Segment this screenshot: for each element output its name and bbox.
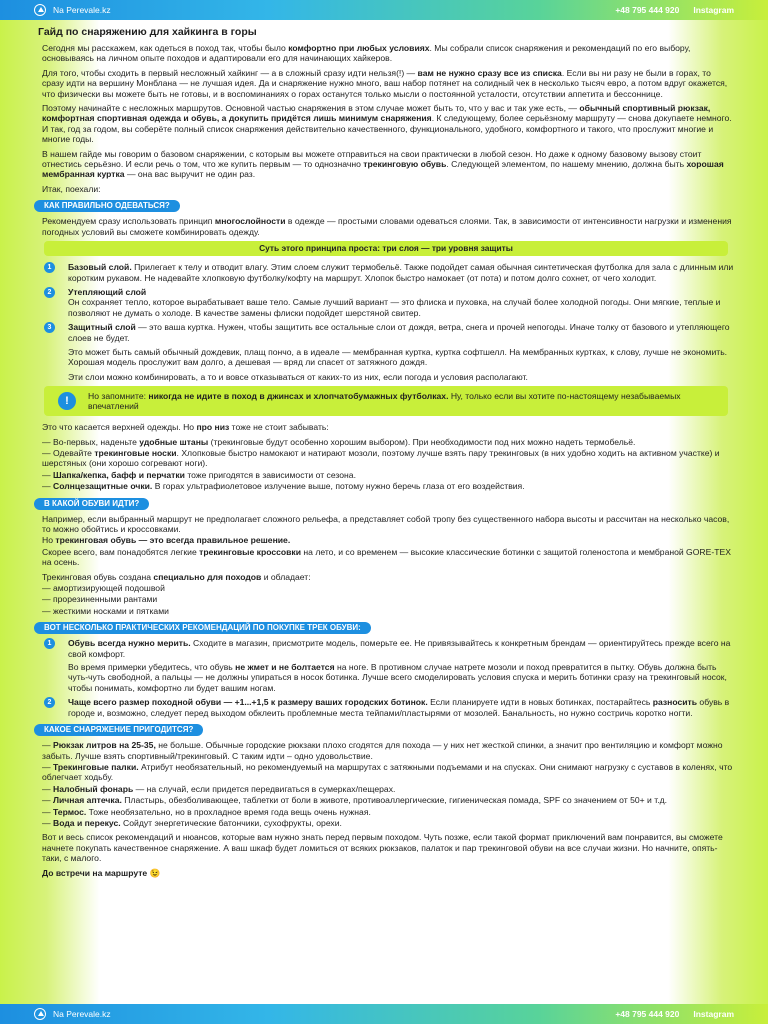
intro-paragraph: Итак, поехали: <box>42 183 101 194</box>
tip-item: 2 Чаще всего размер походной обуви — +1...+1,5 к размеру ваших городских ботинок. Если планируете идти в новых ботинках, постарайтесь разносить обувь в городе и, возможно, следует перед выходом обклеить проблемные места тейпами/пластырями от мозолей. Банальность, но нужно состричь коротко ногти. <box>34 697 734 718</box>
phone-link[interactable]: +48 795 444 920 <box>615 5 680 15</box>
gear-item: — Трекинговые палки. Атрибут необязательный, но рекомендуемый на маршрутах с затяжными подъемами и на спусках. Они снимают нагрузку с суставов в коленях, что облегчает ходьбу. <box>42 761 733 783</box>
number-badge: 2 <box>44 697 55 708</box>
section-paragraph: Трекинговая обувь создана специально для походов и обладает: <box>42 571 311 582</box>
layer-item: 2 Утепляющий слой Он сохраняет тепло, которое вырабатывает ваше тело. Самые лучший вариант — это флиска и пуховка, на случай более холодной погоды. Они мягкие, теплые и позволяют не думать о холоде. В качестве замены флиски подойдет шерстяной свитер. <box>34 287 734 318</box>
header-contacts <box>615 5 734 15</box>
gear-item: — Вода и перекус. Сойдут энергетические батончики, сухофрукты, орехи. <box>42 817 342 828</box>
section-heading-buying-tips: ВОТ НЕСКОЛЬКО ПРАКТИЧЕСКИХ РЕКОМЕНДАЦИЙ ПО ПОКУПКЕ ТРЕК ОБУВИ: <box>34 622 371 634</box>
brand[interactable] <box>34 4 111 16</box>
number-badge: 2 <box>44 287 55 298</box>
mountain-logo-icon <box>34 1008 46 1020</box>
layers-callout: Суть этого принципа проста: три слоя — три уровня защиты <box>44 241 728 256</box>
section-paragraph: Рекомендуем сразу использовать принцип многослойности в одежде — простыми словами одеваться слоями. Так, в зависимости от интенсивности нагрузки и изменения погодных условий вы сможете комбинировать одежду. <box>42 216 732 237</box>
list-item: — Во-первых, наденьте удобные штаны (трекинговые будут особенно хорошим выбором). При необходимости под них можно надеть термобельё. <box>42 436 636 447</box>
section-paragraph: Например, если выбранный маршрут не предполагает сложного рельефа, а представляет собой тропу без существенного набора высоты и рассчитан на несколько часов, то можно обойтись и кроссовками. <box>42 513 730 534</box>
gear-item: — Налобный фонарь — на случай, если придется передвигаться в сумерках/пещерах. <box>42 783 396 794</box>
header-bar <box>0 0 768 20</box>
instagram-link[interactable]: Instagram <box>693 5 734 15</box>
tip-item: 1 Обувь всегда нужно мерить. Сходите в магазин, присмотрите модель, померьте ее. Не привязывайтесь к конкретным брендам — ориентируйтесь прежде всего на свой комфорт. Во время примерки убедитесь, что обувь не жмет и не болтается на ноге. В противном случае натрете мозоли и поход превратится в пытку. Обувь должна быть чуть-чуть свободной, а пальцы — не должны упираться в носок ботинка. Лучше всего смоделировать условия спуска и мерить ботинки сразу на трекинговый носок, чтобы понимать, комфортно ли будет вашим ногам. <box>34 638 734 693</box>
list-item: — Шапка/кепка, бафф и перчатки тоже пригодятся в зависимости от сезона. <box>42 469 356 480</box>
feature-item: — прорезиненными рантами <box>42 594 158 605</box>
closing-paragraph: Вот и весь список рекомендаций и нюансов, которые вам нужно знать перед первым походом. Чуть позже, если такой формат приключений вам понравится, вы сможете начнете покупать качественное снаряжение. А ваш шкаф будет ломиться от всяких рюкзаков, палаток и пар трекинговой обуви на все случаи жизни. Но начните, опять-таки, с малого. <box>42 832 723 864</box>
section-paragraph: Скорее всего, вам понадобятся легкие трекинговые кроссовки на лето, и со временем — высокие классические ботинки с защитой голеностопа и мембраной GORE-TEX на осень. <box>42 546 731 568</box>
section-heading-gear: КАКОЕ СНАРЯЖЕНИЕ ПРИГОДИТСЯ? <box>34 724 203 736</box>
gear-item: — Рюкзак литров на 25-35, не больше. Обычные городские рюкзаки плохо сгодятся для похода — у них нет жесткой спинки, а значит про вентиляцию и комфорт можно забыть. Лучше взять спортивный/трекинговый. С таким идти – одно удовольствие. <box>42 740 723 761</box>
intro-paragraph: Поэтому начинайте с несложных маршрутов. Основной частью снаряжения в этом случае может быть то, что у вас и так уже есть, — обычный спортивный рюкзак, комфортная спортивная одежда и обувь, а докупить придётся лишь минимум снаряжения. К следующему, более серьёзному маршруту — снова докупаете немного. И так, год за годом, вы соберёте полный список снаряжения действительно качественного, функционального, удобного, комфортного и такого, что прослужит многие и многие годы. <box>42 103 732 145</box>
layer-note: Эти слои можно комбинировать, а то и вовсе отказываться от каких-то из них, если погода и условия располагают. <box>68 371 528 382</box>
footer-bar <box>0 1004 768 1024</box>
intro-paragraph: Для того, чтобы сходить в первый несложный хайкинг — а в сложный сразу идти нельзя(!) — вам не нужно сразу все из списка. Если вы ни разу не были в горах, то сразу идти на вершину Монблана — не лучшая идея. Да и снаряжение нужно много, ваш набор потянет на солидный чек в несколько тысяч евро, а потом вдруг окажется, что физически вы можете быть не готовы, и в воспоминаниях о горах останутся только мысли о постоянной усталости, отсутствии аппетита и бессоннице. <box>42 67 728 99</box>
section-paragraph: Но трекинговая обувь — это всегда правильное решение. <box>42 535 291 546</box>
article-title: Гайд по снаряжению для хайкинга в горы <box>38 26 257 38</box>
intro-paragraph: Сегодня мы расскажем, как одеться в поход так, чтобы было комфортно при любых условиях. Мы собрали список снаряжения и рекомендаций по его выбору, основываясь на личном опыте походов и адаптировали его для начинающих хайкеров. <box>42 43 691 64</box>
number-badge: 1 <box>44 262 55 273</box>
footer-brand-name: Na Perevale.kz <box>53 1009 111 1019</box>
footer-brand[interactable] <box>34 1008 111 1020</box>
brand-name: Na Perevale.kz <box>53 5 111 15</box>
number-badge: 3 <box>44 322 55 333</box>
mountain-logo-icon <box>34 4 46 16</box>
footer-contacts <box>615 1009 734 1019</box>
layer-item: 1 Базовый слой. Прилегает к телу и отводит влагу. Этим слоем служит термобельё. Также подойдет самая обычная синтетическая футболка для зала с длинным или коротким рукавом. Не надевайте хлопковую футболку/кофту на маршрут. Хлопок быстро намокает (от пота) и потом долго сохнет, от чего холодит. <box>34 262 734 283</box>
signoff: До встречи на маршруте 😉 <box>42 867 161 878</box>
gear-item: — Личная аптечка. Пластырь, обезболивающее, таблетки от боли в животе, противоаллергические, гигиеническая помада, SPF со значением от 50+ и т.д. <box>42 795 668 806</box>
article <box>34 26 734 882</box>
list-item: — Одевайте трекинговые носки. Хлопковые быстро намокают и натирают мозоли, поэтому лучше взять пару трекинговых (в них удобно ходить на активном участке) и шерстяных (они хорошо согревают ноги). <box>42 447 720 469</box>
warning-callout <box>44 386 728 416</box>
layer-item: 3 Защитный слой — это ваша куртка. Нужен, чтобы защитить все остальные слои от дождя, ветра, снега и прочей непогоды. Иначе толку от базового и утепляющего слоев не будет. <box>34 322 734 343</box>
intro-paragraph: В нашем гайде мы говорим о базовом снаряжении, с которым вы можете отправиться на свои практически в любой сезон. Но даже к одному базовому вызову стоит отнестись серьёзно. И если речь о том, что же купить первым — то однозначно трекинговую обувь. Следующей элементом, по нашему мнению, должна быть хорошая мембранная куртка — она вас выручит не один раз. <box>42 148 724 180</box>
section-heading-footwear: В КАКОЙ ОБУВИ ИДТИ? <box>34 498 149 510</box>
number-badge: 1 <box>44 638 55 649</box>
section-heading-clothing: КАК ПРАВИЛЬНО ОДЕВАТЬСЯ? <box>34 200 180 212</box>
exclamation-icon: ! <box>58 392 76 410</box>
warning-text: Но запомните: никогда не идите в поход в джинсах и хлопчатобумажных футболках. Ну, только если вы хотите по-настоящему незабываемых впечатлений <box>88 390 681 412</box>
list-item: — Солнцезащитные очки. В горах ультрафиолетовое излучение выше, потому нужно беречь глаза от его воздействия. <box>42 481 525 492</box>
footer-instagram-link[interactable]: Instagram <box>693 1009 734 1019</box>
layer-note: Это может быть самый обычный дождевик, плащ пончо, а в идеале — мембранная куртка, куртка софтшелл. На мембранных куртках, к слову, лучше не экономить. Хорошая модель прослужит вам долго, а дешевая — вряд ли спасет от затяжного дождя. <box>68 346 728 368</box>
footer-phone-link[interactable]: +48 795 444 920 <box>615 1009 680 1019</box>
section-paragraph: Это что касается верхней одежды. Но про низ тоже не стоит забывать: <box>42 422 329 433</box>
gear-item: — Термос. Тоже необязательно, но в прохладное время года вещь очень нужная. <box>42 806 371 817</box>
feature-item: — жесткими носками и пятками <box>42 605 169 616</box>
feature-item: — амортизирующей подошвой <box>42 583 165 594</box>
